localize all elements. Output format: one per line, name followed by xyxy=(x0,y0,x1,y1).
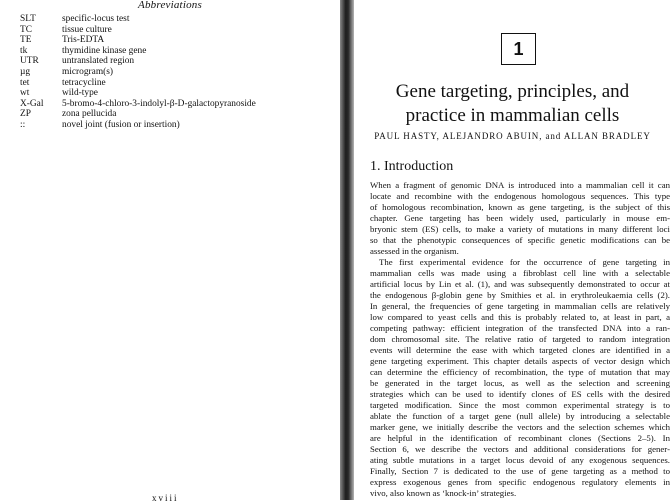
body-line: Finally, Section 7 is dedicated to the use of gene targeting as a method to xyxy=(370,466,670,477)
abbreviation-term: wt xyxy=(20,88,30,99)
abbreviation-definition: zona pellucida xyxy=(62,109,117,120)
abbreviation-row xyxy=(20,99,256,110)
abbreviation-definition: tissue culture xyxy=(62,24,112,35)
abbreviation-term: UTR xyxy=(20,56,39,67)
abbreviation-term: SLT xyxy=(20,14,36,24)
abbreviation-term: ZP xyxy=(20,109,31,120)
body-line: ablate the function of a target gene (null allele) by introducing a selectable xyxy=(370,411,670,422)
chapter-authors: PAUL HASTY, ALEJANDRO ABUIN, and ALLAN BRADLEY xyxy=(374,131,651,141)
body-line: marker gene, we initially describe the vectors and the selection schemes which xyxy=(370,422,670,433)
abbreviation-definition: wild-type xyxy=(62,88,98,99)
body-line: When a fragment of genomic DNA is introduced into a mammalian cell it can xyxy=(370,180,670,190)
chapter-title-line-2: practice in mammalian cells xyxy=(405,105,620,126)
abbreviation-row xyxy=(20,88,256,99)
right-page xyxy=(354,0,671,500)
abbreviation-term: :: xyxy=(20,119,26,130)
body-line: Section 6, we describe the vectors and additional considerations for gener- xyxy=(370,444,670,455)
body-line: express exogenous genes from specific endogenous regulatory elements in xyxy=(370,477,670,488)
body-line: chapter. Gene targeting has been widely used, particularly in mouse em- xyxy=(370,213,670,224)
body-line: bryonic stem (ES) cells, to make a variety of mutations in many different loci xyxy=(370,224,670,235)
body-line: locate and recombine with the endogenous homologous sequences. This type xyxy=(370,191,670,202)
body-line: ating subtle mutations in a target locus devoid of any exogenous sequences. xyxy=(370,455,670,466)
abbreviation-row xyxy=(20,46,256,57)
abbreviation-row xyxy=(20,109,256,120)
body-line: be generated in the target locus, as well as the selection and screening xyxy=(370,378,670,389)
abbreviation-row xyxy=(20,14,256,25)
body-line: artificial locus by Lin et al. (1), and was subsequently demonstrated to occur at xyxy=(370,279,670,290)
body-line: competing pathway: efficient integration of the transfected DNA into a ran- xyxy=(370,323,670,334)
page-number: xviii xyxy=(152,493,179,503)
body-line: gene targeting experiment. This chapter details aspects of vector design which xyxy=(370,356,670,367)
section-heading: 1. Introduction xyxy=(370,159,454,174)
body-line: vivo, also known as ‘knock-in’ strategies. xyxy=(370,488,517,499)
abbreviation-definition: untranslated region xyxy=(62,56,135,67)
abbreviation-term: tet xyxy=(20,77,30,88)
body-line: The first experimental evidence for the occurrence of gene targeting in xyxy=(379,257,670,268)
body-line: strategies which can be used to identify clones of ES cells with the desired xyxy=(370,389,670,400)
abbreviation-term: TE xyxy=(20,35,32,46)
body-line: assessed in the organism. xyxy=(370,246,459,257)
running-head: Abbreviations xyxy=(138,0,202,11)
body-line: of homologous recombination, known as gene targeting, is the subject of this xyxy=(370,202,670,213)
abbreviation-term: TC xyxy=(20,24,32,35)
body-line: targeted modification. Since the most common experimental strategy is to xyxy=(370,400,670,411)
abbreviation-term: µg xyxy=(20,66,31,77)
abbreviation-definition: Tris-EDTA xyxy=(62,35,105,46)
book-gutter xyxy=(340,0,354,500)
body-line: events will determine the ease with which targeted clones are identified in a xyxy=(370,345,670,356)
abbreviation-definition: thymidine kinase gene xyxy=(62,45,147,56)
abbreviation-term: X-Gal xyxy=(20,98,44,109)
abbreviation-row xyxy=(20,78,256,89)
chapter-number-box xyxy=(501,33,536,65)
abbreviation-definition: tetracycline xyxy=(62,77,106,88)
abbreviation-definition: novel joint (fusion or insertion) xyxy=(62,119,180,130)
body-line: dom chromosomal site. The relative ratio of targeted to random integration xyxy=(370,334,670,345)
abbreviation-row xyxy=(20,35,256,46)
abbreviation-row xyxy=(20,120,256,131)
body-line: are helpful in the identification of recombinant clones (Sections 2–5). In xyxy=(370,433,670,444)
body-text xyxy=(370,180,670,499)
abbreviation-row xyxy=(20,67,256,78)
body-line: the endogenous β-globin gene by Smithies et al. in erythroleukaemia cells (2). xyxy=(370,290,670,301)
body-line: so that the phenotypic consequences of specific genetic modifications can be xyxy=(370,235,670,246)
abbreviation-row xyxy=(20,56,256,67)
abbreviation-definition: microgram(s) xyxy=(62,66,114,77)
chapter-title xyxy=(354,80,671,128)
body-line: mammalian cells was made using a fibroblast cell line with a selectable xyxy=(370,268,670,279)
body-line: can determine the efficiency of recombination, the type of mutation that may xyxy=(370,367,670,378)
body-line: low compared to yeast cells and this is probably related to, at least in part, a xyxy=(370,312,670,323)
chapter-number: 1 xyxy=(513,38,524,59)
body-line: In general, the frequencies of gene targeting in mammalian cells are relatively xyxy=(370,301,670,312)
chapter-title-line-1: Gene targeting, principles, and xyxy=(395,81,630,102)
abbreviation-row xyxy=(20,25,256,36)
abbreviation-definition: 5-bromo-4-chloro-3-indolyl-β-D-galactopyranoside xyxy=(62,98,256,109)
abbreviation-definition: specific-locus test xyxy=(62,14,130,24)
abbreviation-term: tk xyxy=(20,45,28,56)
abbreviations-list xyxy=(20,14,256,131)
